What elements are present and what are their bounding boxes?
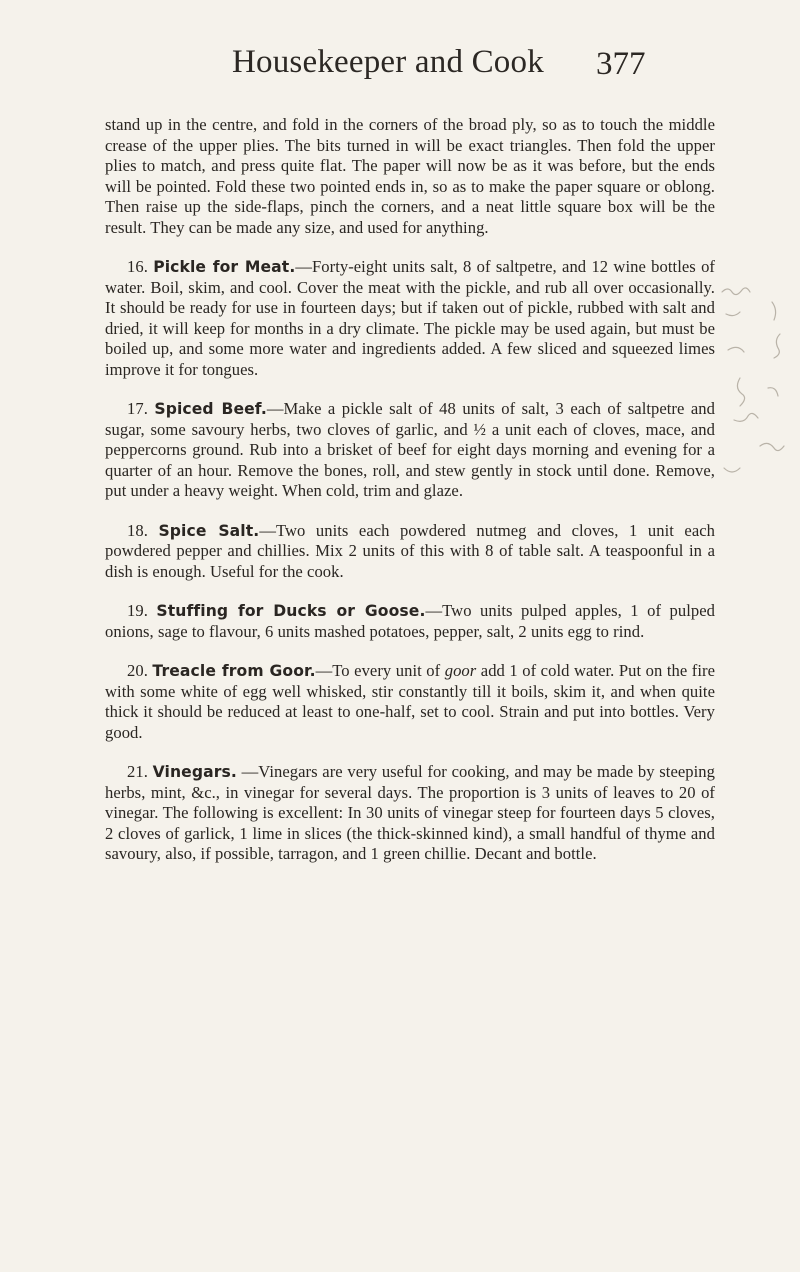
recipe-body-continued: add 1 of cold water. Put on the fire with some white of egg well whisked, stir constantly till it boils, skim it, and when quite thick it should be reduced at least to one-half, set to cool. Strain and put into bottles. Very good. xyxy=(105,661,715,742)
recipe-17 xyxy=(105,399,715,502)
page-number: 377 xyxy=(596,46,646,82)
recipe-number: 16. xyxy=(127,257,148,276)
recipe-20 xyxy=(105,661,715,743)
recipe-title: Pickle for Meat. xyxy=(153,258,296,276)
recipe-body: —Forty-eight units salt, 8 of saltpetre, and 12 wine bottles of water. Boil, skim, and cool. Cover the meat with the pickle, and rub all over occasionally. It should be ready for use in fourteen days; but if taken out of pickle, rubbed with salt and dried, it will keep for months in a dry climate. The pickle may be used again, but must be boiled up, and some more water and ingredients added. A few sliced and squeezed limes improve it for tongues. xyxy=(105,257,715,379)
recipe-title: Vinegars. xyxy=(152,763,237,781)
recipe-number: 19. xyxy=(127,601,148,620)
recipe-title: Stuffing for Ducks or Goose. xyxy=(156,602,426,620)
intro-paragraph: stand up in the centre, and fold in the corners of the broad ply, so as to touch the middle crease of the upper plies. The bits turned in will be exact triangles. Then fold the upper plies to match, and press quite flat. The paper will now be as it was before, but the ends will be pointed. Fold these two pointed ends in, so as to make the paper square or oblong. Then raise up the side-flaps, pinch the corners, and a neat little square box will be the result. They can be made any size, and used for anything. xyxy=(105,115,715,237)
running-head xyxy=(0,44,800,94)
recipe-body: —To every unit of xyxy=(315,661,445,680)
recipe-16 xyxy=(105,257,715,380)
recipe-body: —Vinegars are very useful for cooking, and may be made by steeping herbs, mint, &c., in vinegar for several days. The proportion is 3 units of leaves to 20 of vinegar. The following is excellent: In 30 units of vinegar steep for fourteen days 5 cloves, 2 cloves of garlick, 1 lime in slices (the thick-skinned kind), a small handful of thyme and savoury, also, if possible, tarragon, and 1 green chillie. Decant and bottle. xyxy=(105,762,715,863)
running-title: Housekeeper and Cook xyxy=(232,44,544,80)
recipe-emphasis: goor xyxy=(444,661,477,680)
marginal-pencil-marks xyxy=(720,280,800,500)
recipe-title: Spiced Beef. xyxy=(154,400,267,418)
recipe-19 xyxy=(105,601,715,642)
recipe-number: 18. xyxy=(127,520,148,540)
recipe-18 xyxy=(105,521,715,583)
recipe-21 xyxy=(105,762,715,865)
recipe-body: —Two units each powdered nutmeg and cloves, 1 unit each powdered pepper and chillies. Mix 2 units of this with 8 of table salt. A teaspoonful in a dish is enough. Useful for the cook. xyxy=(105,520,715,581)
recipe-title: Spice Salt. xyxy=(158,521,260,540)
recipe-number: 20. xyxy=(127,661,148,680)
body-text xyxy=(105,115,715,865)
recipe-number: 21. xyxy=(127,762,148,781)
recipe-title: Treacle from Goor. xyxy=(152,662,316,680)
recipe-body: —Two units pulped apples, 1 of pulped onions, sage to flavour, 6 units mashed potatoes, pepper, salt, 2 units egg to rind. xyxy=(105,601,715,641)
recipe-body: —Make a pickle salt of 48 units of salt, 3 each of saltpetre and sugar, some savoury herbs, two cloves of garlic, and ½ a unit each of cloves, mace, and peppercorns ground. Rub into a brisket of beef for eight days morning and evening for a quarter of an hour. Remove the bones, roll, and stew gently in stock until done. Remove, put under a heavy weight. When cold, trim and glaze. xyxy=(105,399,715,500)
recipe-number: 17. xyxy=(127,399,148,418)
